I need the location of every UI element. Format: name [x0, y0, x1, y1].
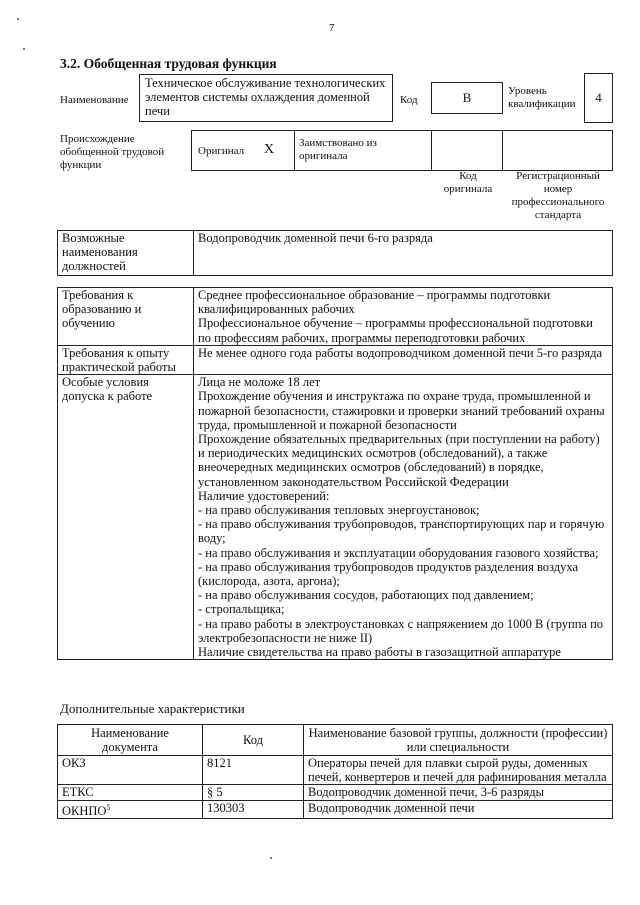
borrowed-label: Заимствовано из оригинала — [299, 137, 377, 162]
margin-mark — [23, 48, 25, 50]
original-label: Оригинал — [198, 145, 245, 157]
reg-number-caption: Регистрационный номер профессионального стандарта — [511, 170, 605, 221]
requirement-row — [58, 345, 613, 374]
doc-cell: ЕТКС — [58, 785, 203, 800]
name-cell: Операторы печей для плавки сырой руды, доменных печей, конвертеров и печей для рафинирования металла — [304, 756, 613, 785]
experience-line: Не менее одного года работы водопроводчиком доменной печи 5-го разряда — [198, 345, 602, 360]
margin-mark — [17, 18, 19, 20]
name-cell: Водопроводчик доменной печи, 3-6 разряды — [304, 785, 613, 800]
function-name: Техническое обслуживание технологических элементов системы охлаждения доменной печи — [145, 76, 386, 118]
header-name: Наименование базовой группы, должности (профессии) или специальности — [304, 725, 613, 756]
admission-line: Прохождение обучения и инструктажа по охране труда, промышленной и пожарной безопасности, стажировки и проверки знаний требований охраны труда, промышленной и пожарной безопасности — [198, 389, 605, 432]
code-value-box — [431, 82, 503, 114]
page-number: 7 — [329, 22, 335, 34]
additional-title: Дополнительные характеристики — [60, 701, 245, 716]
admission-line: - на право обслуживания тепловых энергоустановок; — [198, 503, 480, 518]
education-label: Требования к образованию и обучению — [58, 288, 194, 346]
requirements-table — [57, 287, 613, 660]
footnote-mark: 5 — [106, 802, 111, 812]
experience-label: Требования к опыту практической работы — [58, 345, 194, 374]
positions-label: Возможные наименования должностей — [58, 231, 194, 276]
code-value: B — [462, 90, 472, 105]
admission-line: - на право работы в электроустановках с напряжением до 1000 В (группа по электробезопасности не ниже II) — [198, 616, 604, 645]
table-row — [58, 756, 613, 785]
code-original-box — [431, 130, 503, 171]
admission-line: Наличие свидетельства на право работы в газозащитной аппаратуре — [198, 645, 561, 660]
code-cell: 130303 — [203, 800, 304, 818]
admission-line: - на право обслуживания трубопроводов продуктов разделения воздуха (кислорода, азота, аргона); — [198, 559, 579, 589]
borrowed-box — [294, 130, 432, 171]
code-cell: § 5 — [203, 785, 304, 800]
admission-line: Лица не моложе 18 лет — [198, 375, 321, 390]
name-label: Наименование — [60, 94, 129, 106]
admission-line: - на право обслуживания и эксплуатации оборудования газового хозяйства; — [198, 545, 599, 560]
level-value-box — [584, 73, 613, 123]
margin-mark — [270, 857, 272, 859]
additional-header-row — [58, 725, 613, 756]
level-value: 4 — [595, 90, 602, 105]
original-mark: X — [264, 142, 275, 157]
doc-cell: ОКЗ — [58, 756, 203, 785]
name-cell: Водопроводчик доменной печи — [304, 800, 613, 818]
doc-name: ОКНПО — [62, 803, 107, 818]
doc-cell — [58, 800, 203, 818]
education-line: Профессиональное обучение – программы профессиональной подготовки по профессиям рабочих, программы переподготовки рабочих — [198, 316, 593, 345]
requirement-row — [58, 375, 613, 660]
positions-table — [57, 230, 613, 276]
admission-line: - стропальщика; — [198, 602, 285, 617]
positions-row — [58, 231, 613, 276]
experience-value — [194, 345, 613, 374]
level-label: Уровень квалификации — [508, 85, 576, 110]
admission-line: Прохождение обязательных предварительных (при поступлении на работу) и периодических медицинских осмотров (обследований), а также внеочередных медицинских осмотров (обследований) в порядке, установленном законодательством Российской Федерации — [198, 432, 600, 489]
admission-value — [194, 375, 613, 660]
code-label: Код — [400, 94, 418, 106]
header-code: Код — [203, 725, 304, 756]
admission-line: - на право обслуживания трубопроводов, транспортирующих пар и горячую воду; — [198, 517, 605, 546]
admission-label: Особые условия допуска к работе — [58, 375, 194, 660]
additional-table — [57, 724, 613, 819]
positions-value: Водопроводчик доменной печи 6-го разряда — [194, 231, 613, 276]
name-value-box — [139, 74, 393, 122]
section-title: 3.2. Обобщенная трудовая функция — [60, 56, 277, 71]
origin-label: Происхождение обобщенной трудовой функции — [60, 133, 165, 171]
admission-line: Наличие удостоверений: — [198, 488, 330, 503]
origin-box — [191, 130, 295, 171]
table-row — [58, 785, 613, 800]
code-cell: 8121 — [203, 756, 304, 785]
education-line: Среднее профессиональное образование – программы подготовки квалифицированных рабочих — [198, 288, 551, 317]
admission-line: - на право обслуживания сосудов, работающих под давлением; — [198, 588, 534, 603]
code-original-caption: Код оригинала — [443, 170, 493, 195]
reg-number-box — [502, 130, 613, 171]
requirement-row — [58, 288, 613, 346]
table-row — [58, 800, 613, 818]
education-value — [194, 288, 613, 346]
header-document: Наименование документа — [58, 725, 203, 756]
